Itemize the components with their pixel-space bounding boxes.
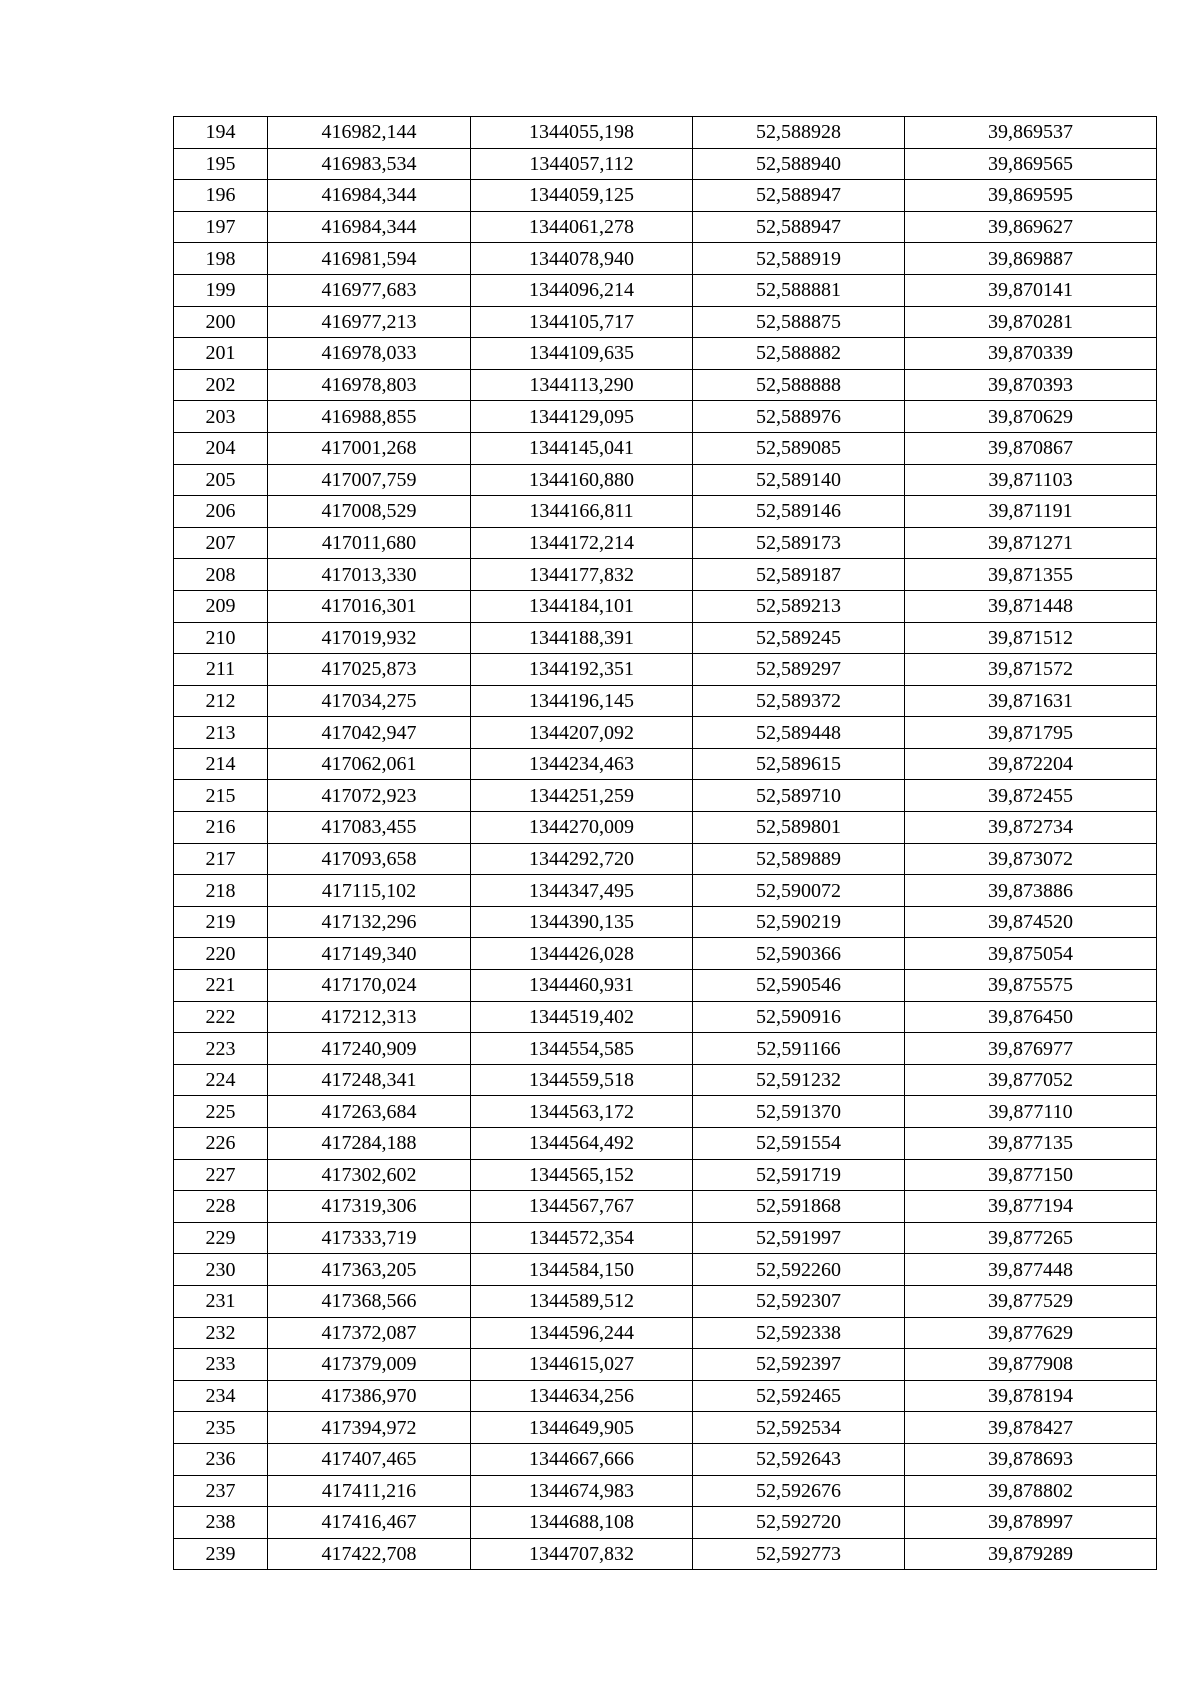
point-number-cell: 208	[174, 559, 268, 591]
latitude-cell: 52,589615	[693, 748, 905, 780]
latitude-cell: 52,589140	[693, 464, 905, 496]
point-number-cell: 226	[174, 1128, 268, 1160]
coordinates-table-body	[174, 117, 1157, 1570]
latitude-cell: 52,588947	[693, 180, 905, 212]
table-row	[174, 432, 1157, 464]
x-coordinate-cell: 416984,344	[268, 211, 471, 243]
x-coordinate-cell: 416977,683	[268, 274, 471, 306]
latitude-cell: 52,589372	[693, 685, 905, 717]
x-coordinate-cell: 417013,330	[268, 559, 471, 591]
y-coordinate-cell: 1344096,214	[471, 274, 693, 306]
longitude-cell: 39,878693	[905, 1443, 1157, 1475]
x-coordinate-cell: 417011,680	[268, 527, 471, 559]
y-coordinate-cell: 1344559,518	[471, 1064, 693, 1096]
y-coordinate-cell: 1344667,666	[471, 1443, 693, 1475]
y-coordinate-cell: 1344572,354	[471, 1222, 693, 1254]
x-coordinate-cell: 417248,341	[268, 1064, 471, 1096]
longitude-cell: 39,876450	[905, 1001, 1157, 1033]
y-coordinate-cell: 1344688,108	[471, 1507, 693, 1539]
x-coordinate-cell: 417263,684	[268, 1096, 471, 1128]
latitude-cell: 52,591719	[693, 1159, 905, 1191]
latitude-cell: 52,588947	[693, 211, 905, 243]
table-row	[174, 148, 1157, 180]
latitude-cell: 52,590916	[693, 1001, 905, 1033]
x-coordinate-cell: 417093,658	[268, 843, 471, 875]
latitude-cell: 52,590546	[693, 970, 905, 1002]
table-row	[174, 1222, 1157, 1254]
longitude-cell: 39,871355	[905, 559, 1157, 591]
y-coordinate-cell: 1344565,152	[471, 1159, 693, 1191]
point-number-cell: 200	[174, 306, 268, 338]
table-row	[174, 1033, 1157, 1065]
point-number-cell: 197	[174, 211, 268, 243]
y-coordinate-cell: 1344564,492	[471, 1128, 693, 1160]
point-number-cell: 221	[174, 970, 268, 1002]
y-coordinate-cell: 1344078,940	[471, 243, 693, 275]
y-coordinate-cell: 1344059,125	[471, 180, 693, 212]
y-coordinate-cell: 1344567,767	[471, 1191, 693, 1223]
y-coordinate-cell: 1344460,931	[471, 970, 693, 1002]
y-coordinate-cell: 1344113,290	[471, 369, 693, 401]
longitude-cell: 39,877194	[905, 1191, 1157, 1223]
y-coordinate-cell: 1344270,009	[471, 812, 693, 844]
y-coordinate-cell: 1344145,041	[471, 432, 693, 464]
latitude-cell: 52,591166	[693, 1033, 905, 1065]
x-coordinate-cell: 416978,033	[268, 338, 471, 370]
longitude-cell: 39,870867	[905, 432, 1157, 464]
latitude-cell: 52,592773	[693, 1538, 905, 1570]
table-row	[174, 1475, 1157, 1507]
y-coordinate-cell: 1344634,256	[471, 1380, 693, 1412]
longitude-cell: 39,870141	[905, 274, 1157, 306]
latitude-cell: 52,589245	[693, 622, 905, 654]
longitude-cell: 39,878194	[905, 1380, 1157, 1412]
point-number-cell: 222	[174, 1001, 268, 1033]
point-number-cell: 234	[174, 1380, 268, 1412]
longitude-cell: 39,871512	[905, 622, 1157, 654]
latitude-cell: 52,591232	[693, 1064, 905, 1096]
y-coordinate-cell: 1344184,101	[471, 590, 693, 622]
table-row	[174, 748, 1157, 780]
longitude-cell: 39,870281	[905, 306, 1157, 338]
table-row	[174, 211, 1157, 243]
x-coordinate-cell: 417034,275	[268, 685, 471, 717]
longitude-cell: 39,871103	[905, 464, 1157, 496]
longitude-cell: 39,877150	[905, 1159, 1157, 1191]
point-number-cell: 218	[174, 875, 268, 907]
table-row	[174, 1159, 1157, 1191]
x-coordinate-cell: 417007,759	[268, 464, 471, 496]
point-number-cell: 228	[174, 1191, 268, 1223]
point-number-cell: 230	[174, 1254, 268, 1286]
table-row	[174, 654, 1157, 686]
y-coordinate-cell: 1344160,880	[471, 464, 693, 496]
longitude-cell: 39,870629	[905, 401, 1157, 433]
point-number-cell: 207	[174, 527, 268, 559]
y-coordinate-cell: 1344615,027	[471, 1349, 693, 1381]
table-row	[174, 1001, 1157, 1033]
x-coordinate-cell: 416981,594	[268, 243, 471, 275]
table-row	[174, 338, 1157, 370]
latitude-cell: 52,590366	[693, 938, 905, 970]
point-number-cell: 233	[174, 1349, 268, 1381]
x-coordinate-cell: 417062,061	[268, 748, 471, 780]
x-coordinate-cell: 417333,719	[268, 1222, 471, 1254]
longitude-cell: 39,872734	[905, 812, 1157, 844]
x-coordinate-cell: 417019,932	[268, 622, 471, 654]
latitude-cell: 52,588882	[693, 338, 905, 370]
latitude-cell: 52,592465	[693, 1380, 905, 1412]
x-coordinate-cell: 417284,188	[268, 1128, 471, 1160]
latitude-cell: 52,591370	[693, 1096, 905, 1128]
latitude-cell: 52,592260	[693, 1254, 905, 1286]
x-coordinate-cell: 416982,144	[268, 117, 471, 149]
table-row	[174, 180, 1157, 212]
y-coordinate-cell: 1344177,832	[471, 559, 693, 591]
x-coordinate-cell: 416983,534	[268, 148, 471, 180]
point-number-cell: 213	[174, 717, 268, 749]
y-coordinate-cell: 1344589,512	[471, 1285, 693, 1317]
point-number-cell: 220	[174, 938, 268, 970]
y-coordinate-cell: 1344674,983	[471, 1475, 693, 1507]
table-row	[174, 1317, 1157, 1349]
latitude-cell: 52,588940	[693, 148, 905, 180]
point-number-cell: 214	[174, 748, 268, 780]
latitude-cell: 52,589889	[693, 843, 905, 875]
point-number-cell: 211	[174, 654, 268, 686]
longitude-cell: 39,871271	[905, 527, 1157, 559]
table-row	[174, 717, 1157, 749]
latitude-cell: 52,590072	[693, 875, 905, 907]
longitude-cell: 39,876977	[905, 1033, 1157, 1065]
x-coordinate-cell: 417368,566	[268, 1285, 471, 1317]
latitude-cell: 52,589146	[693, 496, 905, 528]
longitude-cell: 39,872455	[905, 780, 1157, 812]
y-coordinate-cell: 1344055,198	[471, 117, 693, 149]
latitude-cell: 52,589801	[693, 812, 905, 844]
y-coordinate-cell: 1344347,495	[471, 875, 693, 907]
x-coordinate-cell: 417072,923	[268, 780, 471, 812]
y-coordinate-cell: 1344584,150	[471, 1254, 693, 1286]
table-row	[174, 1285, 1157, 1317]
longitude-cell: 39,872204	[905, 748, 1157, 780]
longitude-cell: 39,875575	[905, 970, 1157, 1002]
x-coordinate-cell: 417407,465	[268, 1443, 471, 1475]
point-number-cell: 210	[174, 622, 268, 654]
point-number-cell: 239	[174, 1538, 268, 1570]
table-row	[174, 780, 1157, 812]
latitude-cell: 52,588928	[693, 117, 905, 149]
longitude-cell: 39,877052	[905, 1064, 1157, 1096]
point-number-cell: 199	[174, 274, 268, 306]
longitude-cell: 39,871191	[905, 496, 1157, 528]
y-coordinate-cell: 1344057,112	[471, 148, 693, 180]
y-coordinate-cell: 1344554,585	[471, 1033, 693, 1065]
longitude-cell: 39,875054	[905, 938, 1157, 970]
point-number-cell: 231	[174, 1285, 268, 1317]
y-coordinate-cell: 1344166,811	[471, 496, 693, 528]
table-row	[174, 906, 1157, 938]
longitude-cell: 39,877110	[905, 1096, 1157, 1128]
table-row	[174, 685, 1157, 717]
table-row	[174, 369, 1157, 401]
y-coordinate-cell: 1344207,092	[471, 717, 693, 749]
x-coordinate-cell: 417379,009	[268, 1349, 471, 1381]
latitude-cell: 52,592307	[693, 1285, 905, 1317]
latitude-cell: 52,592720	[693, 1507, 905, 1539]
y-coordinate-cell: 1344105,717	[471, 306, 693, 338]
longitude-cell: 39,877629	[905, 1317, 1157, 1349]
latitude-cell: 52,590219	[693, 906, 905, 938]
y-coordinate-cell: 1344192,351	[471, 654, 693, 686]
point-number-cell: 238	[174, 1507, 268, 1539]
longitude-cell: 39,874520	[905, 906, 1157, 938]
y-coordinate-cell: 1344188,391	[471, 622, 693, 654]
longitude-cell: 39,869595	[905, 180, 1157, 212]
latitude-cell: 52,589213	[693, 590, 905, 622]
table-row	[174, 812, 1157, 844]
latitude-cell: 52,592338	[693, 1317, 905, 1349]
table-row	[174, 1538, 1157, 1570]
table-row	[174, 559, 1157, 591]
point-number-cell: 232	[174, 1317, 268, 1349]
latitude-cell: 52,589710	[693, 780, 905, 812]
latitude-cell: 52,589085	[693, 432, 905, 464]
y-coordinate-cell: 1344172,214	[471, 527, 693, 559]
point-number-cell: 237	[174, 1475, 268, 1507]
point-number-cell: 212	[174, 685, 268, 717]
latitude-cell: 52,592534	[693, 1412, 905, 1444]
longitude-cell: 39,877135	[905, 1128, 1157, 1160]
x-coordinate-cell: 417115,102	[268, 875, 471, 907]
latitude-cell: 52,589448	[693, 717, 905, 749]
latitude-cell: 52,588881	[693, 274, 905, 306]
table-row	[174, 1380, 1157, 1412]
x-coordinate-cell: 417083,455	[268, 812, 471, 844]
latitude-cell: 52,592676	[693, 1475, 905, 1507]
longitude-cell: 39,873072	[905, 843, 1157, 875]
longitude-cell: 39,869627	[905, 211, 1157, 243]
longitude-cell: 39,877529	[905, 1285, 1157, 1317]
point-number-cell: 229	[174, 1222, 268, 1254]
table-row	[174, 274, 1157, 306]
table-row	[174, 843, 1157, 875]
longitude-cell: 39,871631	[905, 685, 1157, 717]
latitude-cell: 52,588875	[693, 306, 905, 338]
y-coordinate-cell: 1344563,172	[471, 1096, 693, 1128]
x-coordinate-cell: 416977,213	[268, 306, 471, 338]
longitude-cell: 39,871795	[905, 717, 1157, 749]
x-coordinate-cell: 416978,803	[268, 369, 471, 401]
longitude-cell: 39,869887	[905, 243, 1157, 275]
y-coordinate-cell: 1344251,259	[471, 780, 693, 812]
table-row	[174, 1254, 1157, 1286]
x-coordinate-cell: 417170,024	[268, 970, 471, 1002]
point-number-cell: 223	[174, 1033, 268, 1065]
x-coordinate-cell: 417240,909	[268, 1033, 471, 1065]
table-row	[174, 1191, 1157, 1223]
x-coordinate-cell: 417042,947	[268, 717, 471, 749]
latitude-cell: 52,588888	[693, 369, 905, 401]
y-coordinate-cell: 1344649,905	[471, 1412, 693, 1444]
latitude-cell: 52,589187	[693, 559, 905, 591]
point-number-cell: 205	[174, 464, 268, 496]
y-coordinate-cell: 1344390,135	[471, 906, 693, 938]
longitude-cell: 39,870393	[905, 369, 1157, 401]
point-number-cell: 194	[174, 117, 268, 149]
table-row	[174, 590, 1157, 622]
y-coordinate-cell: 1344234,463	[471, 748, 693, 780]
table-row	[174, 117, 1157, 149]
table-row	[174, 496, 1157, 528]
x-coordinate-cell: 417411,216	[268, 1475, 471, 1507]
table-row	[174, 306, 1157, 338]
longitude-cell: 39,877908	[905, 1349, 1157, 1381]
point-number-cell: 225	[174, 1096, 268, 1128]
x-coordinate-cell: 417394,972	[268, 1412, 471, 1444]
table-row	[174, 1507, 1157, 1539]
y-coordinate-cell: 1344129,095	[471, 401, 693, 433]
x-coordinate-cell: 417016,301	[268, 590, 471, 622]
x-coordinate-cell: 417302,602	[268, 1159, 471, 1191]
latitude-cell: 52,588919	[693, 243, 905, 275]
y-coordinate-cell: 1344196,145	[471, 685, 693, 717]
x-coordinate-cell: 417363,205	[268, 1254, 471, 1286]
table-row	[174, 1349, 1157, 1381]
x-coordinate-cell: 417212,313	[268, 1001, 471, 1033]
x-coordinate-cell: 417132,296	[268, 906, 471, 938]
table-row	[174, 527, 1157, 559]
table-row	[174, 401, 1157, 433]
latitude-cell: 52,592397	[693, 1349, 905, 1381]
table-row	[174, 1064, 1157, 1096]
y-coordinate-cell: 1344109,635	[471, 338, 693, 370]
point-number-cell: 216	[174, 812, 268, 844]
latitude-cell: 52,591868	[693, 1191, 905, 1223]
point-number-cell: 201	[174, 338, 268, 370]
latitude-cell: 52,589297	[693, 654, 905, 686]
table-row	[174, 970, 1157, 1002]
longitude-cell: 39,869565	[905, 148, 1157, 180]
y-coordinate-cell: 1344596,244	[471, 1317, 693, 1349]
table-row	[174, 875, 1157, 907]
y-coordinate-cell: 1344061,278	[471, 211, 693, 243]
latitude-cell: 52,589173	[693, 527, 905, 559]
x-coordinate-cell: 417422,708	[268, 1538, 471, 1570]
point-number-cell: 196	[174, 180, 268, 212]
x-coordinate-cell: 417008,529	[268, 496, 471, 528]
x-coordinate-cell: 417001,268	[268, 432, 471, 464]
table-row	[174, 938, 1157, 970]
x-coordinate-cell: 417149,340	[268, 938, 471, 970]
point-number-cell: 202	[174, 369, 268, 401]
point-number-cell: 215	[174, 780, 268, 812]
table-row	[174, 622, 1157, 654]
y-coordinate-cell: 1344292,720	[471, 843, 693, 875]
point-number-cell: 198	[174, 243, 268, 275]
point-number-cell: 235	[174, 1412, 268, 1444]
table-row	[174, 1128, 1157, 1160]
coordinates-table	[173, 116, 1157, 1570]
y-coordinate-cell: 1344426,028	[471, 938, 693, 970]
point-number-cell: 209	[174, 590, 268, 622]
x-coordinate-cell: 416984,344	[268, 180, 471, 212]
point-number-cell: 224	[174, 1064, 268, 1096]
x-coordinate-cell: 416988,855	[268, 401, 471, 433]
latitude-cell: 52,588976	[693, 401, 905, 433]
table-row	[174, 1096, 1157, 1128]
longitude-cell: 39,871572	[905, 654, 1157, 686]
x-coordinate-cell: 417319,306	[268, 1191, 471, 1223]
longitude-cell: 39,878427	[905, 1412, 1157, 1444]
x-coordinate-cell: 417372,087	[268, 1317, 471, 1349]
point-number-cell: 204	[174, 432, 268, 464]
longitude-cell: 39,878802	[905, 1475, 1157, 1507]
table-row	[174, 1412, 1157, 1444]
table-row	[174, 243, 1157, 275]
longitude-cell: 39,877265	[905, 1222, 1157, 1254]
latitude-cell: 52,592643	[693, 1443, 905, 1475]
latitude-cell: 52,591554	[693, 1128, 905, 1160]
longitude-cell: 39,878997	[905, 1507, 1157, 1539]
point-number-cell: 203	[174, 401, 268, 433]
point-number-cell: 206	[174, 496, 268, 528]
table-row	[174, 464, 1157, 496]
longitude-cell: 39,870339	[905, 338, 1157, 370]
x-coordinate-cell: 417386,970	[268, 1380, 471, 1412]
longitude-cell: 39,871448	[905, 590, 1157, 622]
point-number-cell: 236	[174, 1443, 268, 1475]
longitude-cell: 39,873886	[905, 875, 1157, 907]
point-number-cell: 195	[174, 148, 268, 180]
longitude-cell: 39,869537	[905, 117, 1157, 149]
x-coordinate-cell: 417416,467	[268, 1507, 471, 1539]
point-number-cell: 219	[174, 906, 268, 938]
latitude-cell: 52,591997	[693, 1222, 905, 1254]
x-coordinate-cell: 417025,873	[268, 654, 471, 686]
y-coordinate-cell: 1344707,832	[471, 1538, 693, 1570]
point-number-cell: 217	[174, 843, 268, 875]
point-number-cell: 227	[174, 1159, 268, 1191]
longitude-cell: 39,877448	[905, 1254, 1157, 1286]
table-row	[174, 1443, 1157, 1475]
longitude-cell: 39,879289	[905, 1538, 1157, 1570]
y-coordinate-cell: 1344519,402	[471, 1001, 693, 1033]
